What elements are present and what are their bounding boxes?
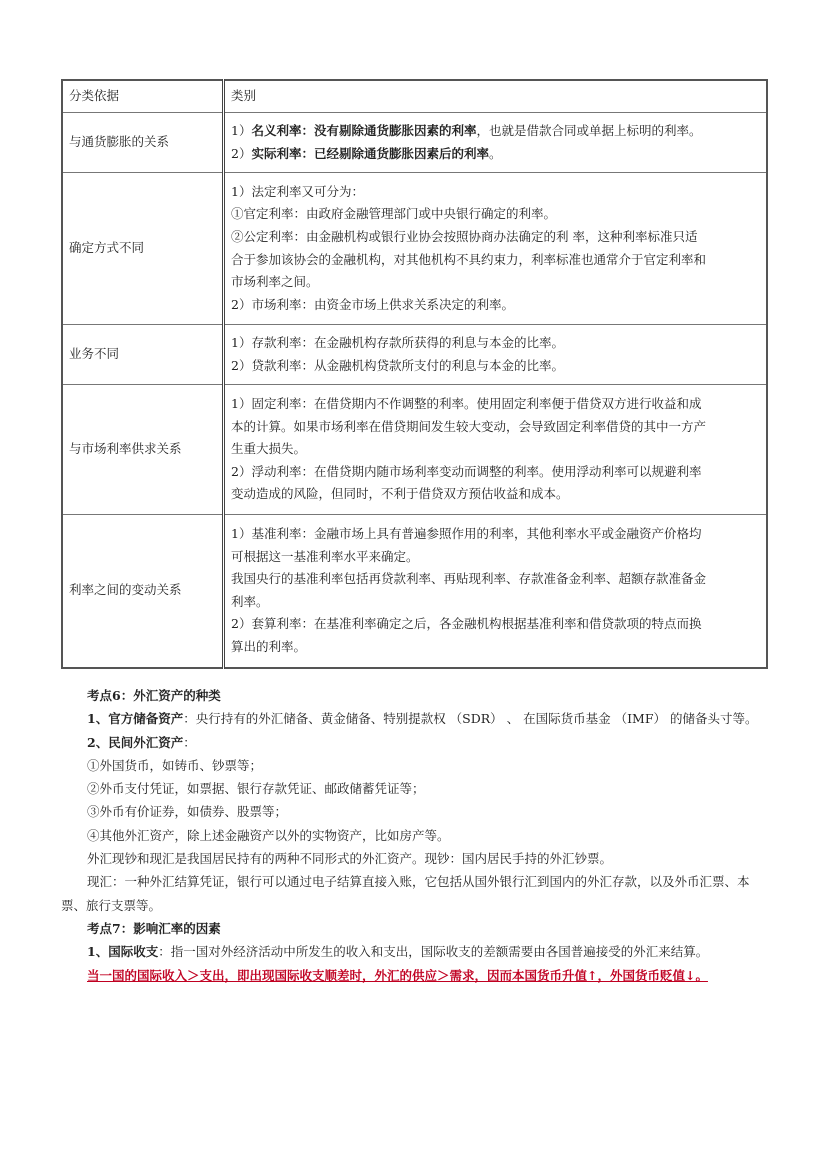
- interest-rate-classification-table: [61, 79, 768, 669]
- table-row: [62, 113, 767, 173]
- spot-exchange-note: 现汇：一种外汇结算凭证，银行可以通过电子结算直接入账，它包括从国外银行汇到国内的外汇存款，以及外币汇票、本票、旅行支票等。: [61, 874, 750, 913]
- rate-line: 1）存款利率：在金融机构存款所获得的利息与本金的比率。: [231, 334, 564, 350]
- highlight-note: 当一国的国际收入＞支出，即出现国际收支顺差时，外汇的供应＞需求，因而本国货币升值↑，外国货币贬值↓。: [87, 967, 708, 983]
- rate-line: 2）浮动利率：在借贷期内随市场利率变动而调整的利率。使用浮动利率可以规避利率: [231, 463, 702, 479]
- rate-line: 1）名义利率：没有剔除通货膨胀因素的利率，也就是借款合同或单据上标明的利率。: [231, 122, 702, 138]
- list-item: ①外国货币，如铸币、钞票等；: [87, 757, 263, 773]
- row-category: 与通货膨胀的关系: [62, 113, 224, 173]
- row-content: [224, 173, 768, 325]
- rate-line: 算出的利率。: [231, 638, 307, 654]
- list-item: ④其他外汇资产，除上述金融资产以外的实物资产，比如房产等。: [87, 827, 450, 843]
- rate-line: 2）市场利率：由资金市场上供求关系决定的利率。: [231, 296, 514, 312]
- private-assets-paragraph: 2、民间外汇资产：: [87, 734, 196, 750]
- rate-line: 市场利率之间。: [231, 274, 319, 290]
- header-basis: 分类依据: [62, 80, 224, 113]
- rate-line: 2）套算利率：在基准利率确定之后，各金融机构根据基准利率和借贷款项的特点而换: [231, 616, 702, 632]
- section7-heading: 考点7：影响汇率的因素: [87, 920, 221, 936]
- list-item: ②外币支付凭证，如票据、银行存款凭证、邮政储蓄凭证等；: [87, 781, 425, 797]
- rate-line: ②公定利率：由金融机构或银行业协会按照协商办法确定的利 率，这种利率标准只适: [231, 228, 698, 244]
- rate-line: 1）固定利率：在借贷期内不作调整的利率。使用固定利率便于借贷双方进行收益和成: [231, 396, 702, 412]
- rate-line: 1）法定利率又可分为：: [231, 183, 364, 199]
- list-item: ③外币有价证券，如债券、股票等；: [87, 804, 288, 820]
- row-category: 确定方式不同: [62, 173, 224, 325]
- row-content: [224, 515, 768, 668]
- header-category: 类别: [224, 80, 768, 113]
- rate-line: 合于参加该协会的金融机构，对其他机构不具约束力，利率标准也通常介于官定利率和: [231, 251, 707, 267]
- row-category: 与市场利率供求关系: [62, 385, 224, 515]
- row-category: 利率之间的变动关系: [62, 515, 224, 668]
- rate-line: 生重大损失。: [231, 441, 307, 457]
- rate-line: ①官定利率：由政府金融管理部门或中央银行确定的利率。: [231, 206, 557, 222]
- rate-line: 可根据这一基准利率水平来确定。: [231, 548, 419, 564]
- rate-line: 利率。: [231, 593, 269, 609]
- cash-note: 外汇现钞和现汇是我国居民持有的两种不同形式的外汇资产。现钞：国内居民手持的外汇钞票。: [87, 851, 613, 867]
- body-text: [61, 684, 768, 987]
- rate-line: 本的计算。如果市场利率在借贷期间发生较大变动，会导致固定利率借贷的其中一方产: [231, 418, 707, 434]
- rate-line: 2）实际利率：已经剔除通货膨胀因素后的利率。: [231, 145, 502, 161]
- row-content: [224, 325, 768, 385]
- table-row: [62, 173, 767, 325]
- rate-line: 1）基准利率：金融市场上具有普遍参照作用的利率，其他利率水平或金融资产价格均: [231, 525, 702, 541]
- row-category: 业务不同: [62, 325, 224, 385]
- rate-line: 变动造成的风险，但同时，不利于借贷双方预估收益和成本。: [231, 486, 569, 502]
- table-row: [62, 325, 767, 385]
- table-header-row: [62, 80, 767, 113]
- table-row: [62, 515, 767, 668]
- row-content: [224, 113, 768, 173]
- section6-heading: 考点6：外汇资产的种类: [87, 688, 221, 703]
- official-reserve-paragraph: 1、官方储备资产：央行持有的外汇储备、黄金储备、特别提款权 （SDR） 、 在国际货币基金 （IMF） 的储备头寸等。: [87, 711, 758, 727]
- row-content: [224, 385, 768, 515]
- rate-line: 我国央行的基准利率包括再贷款利率、再贴现利率、存款准备金利率、超额存款准备金: [231, 571, 707, 587]
- table-row: [62, 385, 767, 515]
- rate-line: 2）贷款利率：从金融机构贷款所支付的利息与本金的比率。: [231, 357, 564, 373]
- balance-of-payments-paragraph: 1、国际收支：指一国对外经济活动中所发生的收入和支出，国际收支的差额需要由各国普遍接受的外汇来结算。: [87, 944, 709, 960]
